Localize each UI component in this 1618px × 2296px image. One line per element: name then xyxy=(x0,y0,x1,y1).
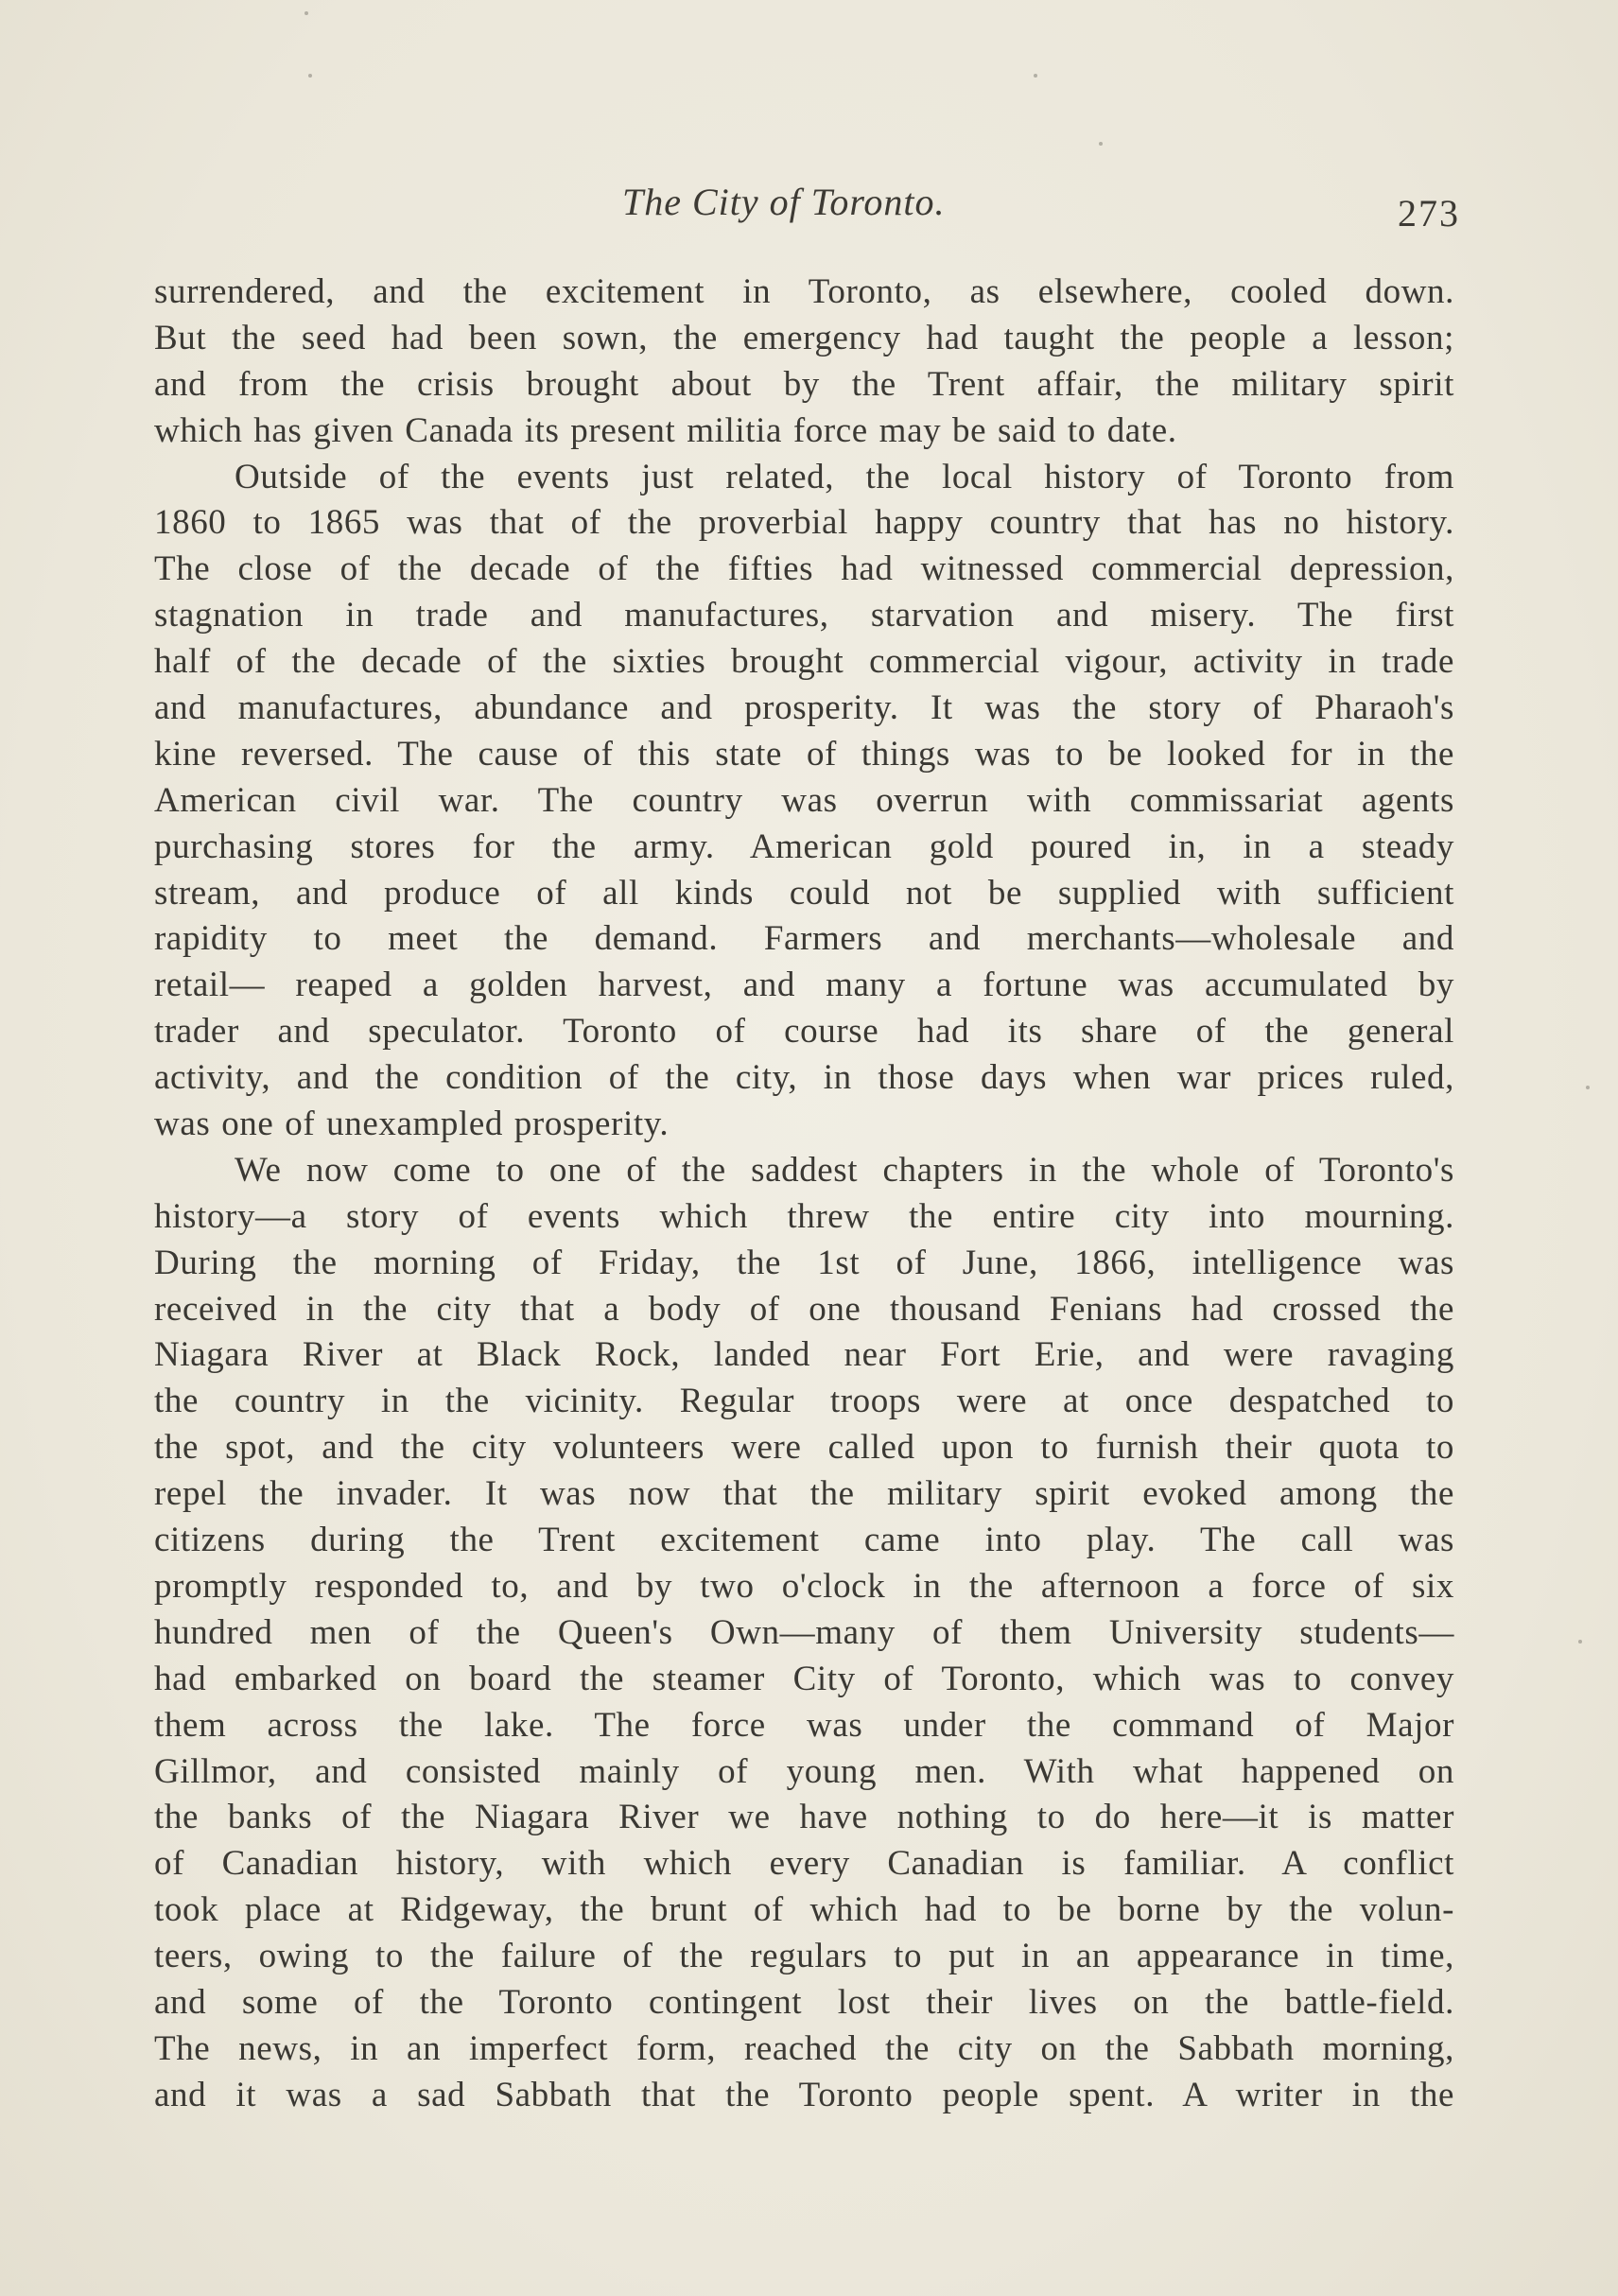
text-line: half of the decade of the sixties brought commercial vigour, activity in trade xyxy=(154,642,1454,682)
text-line: purchasing stores for the army. American gold poured in, in a steady xyxy=(154,826,1454,866)
paper-speck xyxy=(304,11,308,15)
text-line: surrendered, and the excitement in Toronto, as elsewhere, cooled down. xyxy=(154,272,1454,311)
text-line: took place at Ridgeway, the brunt of which had to be borne by the volun- xyxy=(154,1890,1454,1930)
text-line: had embarked on board the steamer City of Toronto, which was to convey xyxy=(154,1659,1454,1698)
text-line: and from the crisis brought about by the Trent affair, the military spirit xyxy=(154,364,1454,404)
text-line: the country in the vicinity. Regular troops were at once despatched to xyxy=(154,1382,1454,1421)
text-line: received in the city that a body of one thousand Fenians had crossed the xyxy=(154,1289,1454,1329)
text-line: rapidity to meet the demand. Farmers and merchants—wholesale and xyxy=(154,919,1454,959)
paper-speck xyxy=(1034,74,1037,78)
paragraph-first-line: We now come to one of the saddest chapters in the whole of Toronto's xyxy=(235,1150,1454,1190)
page-number: 273 xyxy=(1398,192,1460,235)
running-title: The City of Toronto. xyxy=(622,181,946,223)
text-line: hundred men of the Queen's Own—many of them University students— xyxy=(154,1612,1454,1652)
text-line: Gillmor, and consisted mainly of young men. With what happened on xyxy=(154,1751,1454,1791)
paper-speck xyxy=(1578,1640,1582,1644)
text-line: 1860 to 1865 was that of the proverbial happy country that has no history. xyxy=(154,503,1454,543)
text-line: stagnation in trade and manufactures, starvation and misery. The first xyxy=(154,596,1454,635)
text-line: The close of the decade of the fifties had witnessed commercial depression, xyxy=(154,549,1454,589)
text-line: them across the lake. The force was under the command of Major xyxy=(154,1705,1454,1745)
text-line: teers, owing to the failure of the regulars to put in an appearance in time, xyxy=(154,1937,1454,1976)
text-line: trader and speculator. Toronto of course had its share of the general xyxy=(154,1012,1454,1052)
text-line: retail— reaped a golden harvest, and many a fortune was accumulated by xyxy=(154,965,1454,1005)
text-line: which has given Canada its present militia force may be said to date. xyxy=(154,410,1177,450)
text-line: the spot, and the city volunteers were called upon to furnish their quota to xyxy=(154,1428,1454,1468)
text-line: But the seed had been sown, the emergency had taught the people a lesson; xyxy=(154,318,1454,357)
paper-speck xyxy=(1586,1086,1590,1089)
text-line: stream, and produce of all kinds could not be supplied with sufficient xyxy=(154,873,1454,913)
text-line: citizens during the Trent excitement came into play. The call was xyxy=(154,1521,1454,1560)
text-line: repel the invader. It was now that the military spirit evoked among the xyxy=(154,1474,1454,1514)
text-line: The news, in an imperfect form, reached the city on the Sabbath morning, xyxy=(154,2028,1454,2068)
text-line: and some of the Toronto contingent lost their lives on the battle-field. xyxy=(154,1982,1454,2022)
text-line: promptly responded to, and by two o'clock in the afternoon a force of six xyxy=(154,1566,1454,1606)
text-line: American civil war. The country was overrun with commissariat agents xyxy=(154,780,1454,820)
text-line: the banks of the Niagara River we have nothing to do here—it is matter xyxy=(154,1798,1454,1837)
paper-speck xyxy=(308,74,312,78)
text-line: and manufactures, abundance and prosperity. It was the story of Pharaoh's xyxy=(154,688,1454,728)
text-line: Niagara River at Black Rock, landed near Fort Erie, and were ravaging xyxy=(154,1335,1454,1375)
text-line: kine reversed. The cause of this state of things was to be looked for in the xyxy=(154,734,1454,774)
paper-speck xyxy=(1099,142,1103,146)
text-line: During the morning of Friday, the 1st of June, 1866, intelligence was xyxy=(154,1243,1454,1282)
running-header xyxy=(0,180,1618,236)
text-line: activity, and the condition of the city, in those days when war prices ruled, xyxy=(154,1058,1454,1098)
paragraph-first-line: Outside of the events just related, the local history of Toronto from xyxy=(235,457,1454,496)
text-line: history—a story of events which threw the entire city into mourning. xyxy=(154,1196,1454,1236)
text-line: and it was a sad Sabbath that the Toronto people spent. A writer in the xyxy=(154,2075,1454,2114)
text-line: of Canadian history, with which every Canadian is familiar. A conflict xyxy=(154,1844,1454,1884)
body-text xyxy=(154,270,1454,2119)
text-line: was one of unexampled prosperity. xyxy=(154,1105,670,1144)
